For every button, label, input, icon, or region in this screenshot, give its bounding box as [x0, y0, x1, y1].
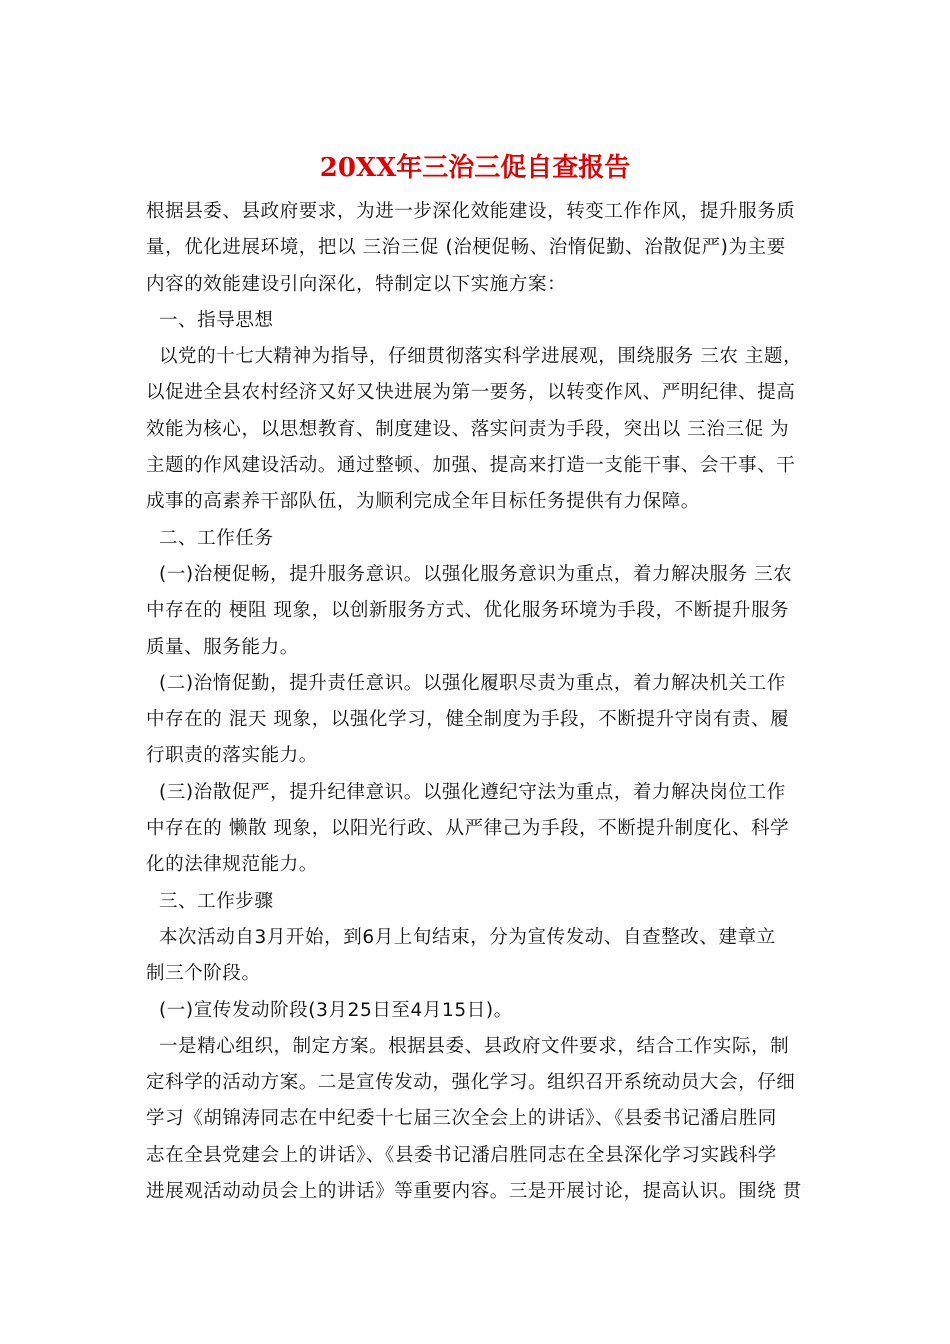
document-title: 20XX年三治三促自查报告: [319, 153, 631, 183]
body-line: 根据县委、县政府要求，为进一步深化效能建设，转变工作作风，提升服务质: [146, 201, 796, 222]
body-line: (二)治惰促勤，提升责任意识。以强化履职尽责为重点，着力解决机关工作: [146, 672, 786, 694]
body-line: (三)治散促严，提升纪律意识。以强化遵纪守法为重点，着力解决岗位工作: [146, 781, 786, 803]
body-line: 三、工作步骤: [146, 890, 274, 912]
body-line: 本次活动自3月开始，到6月上旬结束，分为宣传发动、自查整改、建章立: [146, 926, 776, 948]
body-line: 以党的十七大精神为指导，仔细贯彻落实科学进展观，围绕服务 三农 主题，: [146, 346, 803, 368]
body-line: (一)治梗促畅，提升服务意识。以强化服务意识为重点，着力解决服务 三农: [146, 563, 793, 585]
body-line: 一、指导思想: [146, 309, 274, 331]
body-line: 效能为核心，以思想教育、制度建设、落实问责为手段，突出以 三治三促 为: [146, 418, 790, 440]
body-line: 定科学的活动方案。二是宣传发动，强化学习。组织召开系统动员大会，仔细: [146, 1072, 796, 1094]
body-line: 以促进全县农村经济又好又快进展为第一要务，以转变作风、严明纪律、提高: [146, 382, 796, 404]
body-line: 二、工作任务: [146, 527, 274, 549]
body-line: (一)宣传发动阶段(3月25日至4月15日)。: [146, 999, 513, 1021]
body-line: 中存在的 懒散 现象，以阳光行政、从严律己为手段，不断提升制度化、科学: [146, 818, 790, 840]
body-line: 中存在的 混天 现象，以强化学习，健全制度为手段，不断提升守岗有责、履: [146, 709, 790, 731]
body-line: 制三个阶段。: [146, 963, 261, 985]
document-body: [146, 194, 810, 1210]
body-line: 质量、服务能力。: [146, 636, 299, 658]
body-line: 化的法律规范能力。: [146, 854, 318, 876]
body-line: 主题的作风建设活动。通过整顿、加强、提高来打造一支能干事、会干事、干: [146, 455, 796, 477]
body-line: 量，优化进展环境，把以 三治三促 (治梗促畅、治惰促勤、治散促严)为主要: [146, 237, 786, 259]
body-line: 成事的高素养干部队伍，为顺利完成全年目标任务提供有力保障。: [146, 491, 700, 513]
body-line: 一是精心组织，制定方案。根据县委、县政府文件要求，结合工作实际，制: [146, 1035, 790, 1057]
body-line: 中存在的 梗阻 现象，以创新服务方式、优化服务环境为手段，不断提升服务: [146, 600, 790, 622]
body-line: 志在全县党建会上的讲话》、《县委书记潘启胜同志在全县深化学习实践科学: [146, 1144, 777, 1166]
body-line: 行职责的落实能力。: [146, 745, 318, 767]
body-line: 内容的效能建设引向深化，特制定以下实施方案：: [146, 273, 567, 295]
body-line: 学习《胡锦涛同志在中纪委十七届三次全会上的讲话》、《县委书记潘启胜同: [146, 1108, 777, 1130]
body-line: 进展观活动动员会上的讲话》等重要内容。三是开展讨论，提高认识。围绕 贯: [146, 1181, 802, 1203]
